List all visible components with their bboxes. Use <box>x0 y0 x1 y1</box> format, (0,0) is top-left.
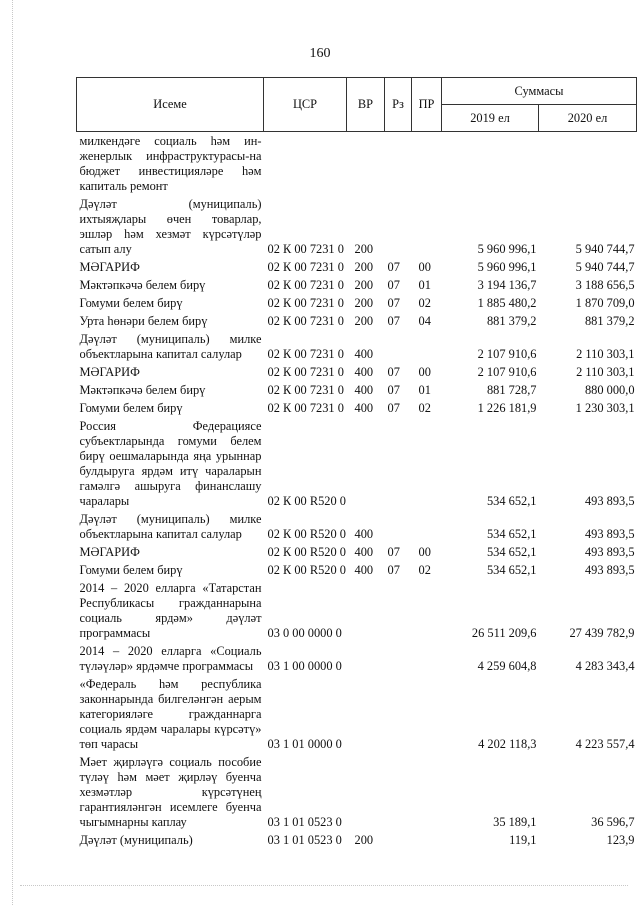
cell-rz <box>385 195 412 258</box>
cell-vr <box>347 417 385 510</box>
cell-y2020: 2 110 303,1 <box>576 347 635 361</box>
cell-y2019: 1 885 480,2 <box>477 296 537 310</box>
cell-vr <box>347 642 385 675</box>
cell-csr <box>264 132 347 196</box>
table-row <box>77 312 637 330</box>
cell-csr: 03 1 00 0000 0 <box>267 659 342 673</box>
cell-y2019: 35 189,1 <box>493 815 537 829</box>
cell-rz: 07 <box>387 296 400 310</box>
cell-pr <box>412 132 442 196</box>
cell-y2019: 534 652,1 <box>486 563 537 577</box>
cell-y2019: 534 652,1 <box>486 494 537 508</box>
cell-pr <box>412 330 442 363</box>
cell-rz: 07 <box>387 401 400 415</box>
cell-vr: 400 <box>354 347 374 361</box>
header-sums: Суммасы <box>442 78 637 105</box>
cell-pr: 00 <box>418 365 431 379</box>
cell-pr <box>412 510 442 543</box>
cell-name: Гомуми белем бирү <box>79 401 183 415</box>
cell-y2020: 493 893,5 <box>584 494 635 508</box>
cell-rz: 07 <box>387 563 400 577</box>
cell-y2019: 2 107 910,6 <box>477 347 537 361</box>
cell-y2020: 36 596,7 <box>591 815 635 829</box>
header-pr: ПР <box>412 78 442 132</box>
cell-name: Дәүләт (муниципаль) милке объектларына капитал салулар <box>79 332 262 361</box>
cell-y2019: 3 194 136,7 <box>477 278 537 292</box>
cell-rz <box>385 675 412 753</box>
cell-rz: 07 <box>387 365 400 379</box>
cell-y2020: 123,9 <box>606 833 635 847</box>
cell-rz: 07 <box>387 545 400 559</box>
cell-rz <box>385 642 412 675</box>
table-row <box>77 381 637 399</box>
header-vr: ВР <box>347 78 385 132</box>
cell-y2020: 880 000,0 <box>584 383 635 397</box>
table-row <box>77 579 637 642</box>
cell-vr: 400 <box>354 401 374 415</box>
cell-y2019: 119,1 <box>509 833 537 847</box>
cell-rz: 07 <box>387 314 400 328</box>
cell-csr: 02 К 00 7231 0 <box>267 347 344 361</box>
header-csr: ЦСР <box>264 78 347 132</box>
cell-csr: 03 1 01 0523 0 <box>267 815 342 829</box>
cell-vr: 400 <box>354 365 374 379</box>
cell-pr <box>412 642 442 675</box>
table-row <box>77 330 637 363</box>
cell-name: Гомуми белем бирү <box>79 563 183 577</box>
cell-csr: 02 К 00 7231 0 <box>267 314 344 328</box>
table-row <box>77 276 637 294</box>
cell-y2020: 881 379,2 <box>584 314 635 328</box>
cell-rz: 07 <box>387 278 400 292</box>
cell-rz <box>385 510 412 543</box>
table-row <box>77 417 637 510</box>
cell-pr <box>412 579 442 642</box>
cell-name: МӘГАРИФ <box>79 545 140 559</box>
cell-y2019: 534 652,1 <box>486 545 537 559</box>
cell-y2020: 493 893,5 <box>584 545 635 559</box>
cell-y2020: 4 223 557,4 <box>575 737 635 751</box>
cell-rz <box>385 132 412 196</box>
table-row <box>77 642 637 675</box>
table-row <box>77 831 637 849</box>
cell-name: Мәктәпкәчә белем бирү <box>79 278 206 292</box>
cell-vr <box>347 132 385 196</box>
cell-y2020: 5 940 744,7 <box>575 260 635 274</box>
cell-pr <box>412 195 442 258</box>
cell-name: Дәүләт (муниципаль) <box>79 833 193 847</box>
cell-pr: 02 <box>418 401 431 415</box>
left-margin-dots <box>12 0 13 905</box>
cell-pr <box>412 675 442 753</box>
cell-y2020: 4 283 343,4 <box>575 659 635 673</box>
cell-name: 2014 – 2020 елларга «Татарстан Республикасы гражданнарына социаль ярдәм» дәүләт программасы <box>79 581 262 640</box>
cell-csr: 03 0 00 0000 0 <box>267 626 342 640</box>
cell-csr: 02 К 00 7231 0 <box>267 260 344 274</box>
cell-y2020: 2 110 303,1 <box>576 365 635 379</box>
cell-y2020: 1 870 709,0 <box>575 296 635 310</box>
cell-vr: 200 <box>354 260 374 274</box>
cell-rz: 07 <box>387 383 400 397</box>
cell-name: МӘГАРИФ <box>79 365 140 379</box>
table-row <box>77 510 637 543</box>
table-row <box>77 561 637 579</box>
cell-vr: 200 <box>354 296 374 310</box>
cell-name: Мәктәпкәчә белем бирү <box>79 383 206 397</box>
cell-y2019: 2 107 910,6 <box>477 365 537 379</box>
budget-table <box>76 77 637 849</box>
cell-vr <box>347 675 385 753</box>
table-header <box>77 78 637 132</box>
cell-pr: 02 <box>418 563 431 577</box>
cell-csr: 02 К 00 R520 0 <box>267 563 346 577</box>
bottom-margin-dots <box>20 885 628 886</box>
cell-csr: 02 К 00 7231 0 <box>267 365 344 379</box>
cell-name: Россия Федерациясе субъектларында гомуми белем бирү оешмаларында яңа урыннар булдыруга ярдәм итү чараларын гамәлгә ашыруга финанслашу чаралары <box>79 419 262 508</box>
cell-vr: 400 <box>354 527 374 541</box>
header-name: Исеме <box>77 78 264 132</box>
cell-vr: 200 <box>354 314 374 328</box>
header-year-2019: 2019 ел <box>442 105 539 132</box>
cell-pr: 00 <box>418 260 431 274</box>
cell-csr: 02 К 00 R520 0 <box>267 494 346 508</box>
cell-rz <box>385 330 412 363</box>
cell-vr <box>347 579 385 642</box>
table-row <box>77 294 637 312</box>
table-row <box>77 753 637 831</box>
cell-vr <box>347 753 385 831</box>
header-rz: Рз <box>385 78 412 132</box>
cell-csr: 02 К 00 7231 0 <box>267 296 344 310</box>
table-row <box>77 132 637 196</box>
table-row <box>77 675 637 753</box>
cell-rz: 07 <box>387 260 400 274</box>
cell-vr: 400 <box>354 383 374 397</box>
cell-name: 2014 – 2020 елларга «Социаль түләүләр» ярдәмче программасы <box>79 644 262 673</box>
cell-name: Гомуми белем бирү <box>79 296 183 310</box>
cell-csr: 02 К 00 R520 0 <box>267 527 346 541</box>
cell-y2020: 5 940 744,7 <box>575 242 635 256</box>
cell-vr: 200 <box>354 242 374 256</box>
cell-pr: 04 <box>418 314 431 328</box>
cell-name: милкендәге социаль һәм ин-женерлык инфраструктурасы-на бюджет инвестицияләре һәм капиталь ремонт <box>79 134 262 193</box>
cell-y2020: 1 230 303,1 <box>575 401 635 415</box>
cell-y2020: 27 439 782,9 <box>569 626 635 640</box>
cell-name: Дәүләт (муниципаль) милке объектларына капитал салулар <box>79 512 262 541</box>
header-year-2020: 2020 ел <box>539 105 637 132</box>
table-row <box>77 543 637 561</box>
cell-y2019: 4 202 118,3 <box>478 737 537 751</box>
cell-pr: 01 <box>418 383 431 397</box>
page-number: 160 <box>309 46 331 61</box>
cell-name: Урта һөнәри белем бирү <box>79 314 208 328</box>
cell-y2020: 493 893,5 <box>584 527 635 541</box>
cell-pr <box>412 831 442 849</box>
cell-y2020 <box>539 132 637 196</box>
cell-name: Дәүләт (муниципаль) ихтыяҗлары өчен товарлар, эшләр һәм хезмәт күрсәтүләр сатып алу <box>79 197 262 256</box>
cell-name: «Федераль һәм республика законнарында билгеләнгән аерым категорияләге гражданнарга социаль ярдәм чаралары күрсәтү» төп чарасы <box>79 677 262 751</box>
cell-csr: 03 1 01 0000 0 <box>267 737 342 751</box>
cell-y2020: 3 188 656,5 <box>575 278 635 292</box>
table-row <box>77 399 637 417</box>
cell-name: МӘГАРИФ <box>79 260 140 274</box>
cell-y2019: 5 960 996,1 <box>477 242 537 256</box>
table-body <box>77 132 637 850</box>
cell-y2019: 26 511 209,6 <box>471 626 537 640</box>
cell-csr: 03 1 01 0523 0 <box>267 833 342 847</box>
cell-pr: 00 <box>418 545 431 559</box>
table-row <box>77 363 637 381</box>
cell-csr: 02 К 00 7231 0 <box>267 278 344 292</box>
cell-y2019 <box>442 132 539 196</box>
table-row <box>77 258 637 276</box>
cell-rz <box>385 831 412 849</box>
cell-vr: 400 <box>354 563 374 577</box>
cell-rz <box>385 417 412 510</box>
cell-rz <box>385 753 412 831</box>
cell-y2019: 881 379,2 <box>486 314 537 328</box>
cell-y2020: 493 893,5 <box>584 563 635 577</box>
cell-vr: 200 <box>354 278 374 292</box>
cell-pr: 01 <box>418 278 431 292</box>
cell-csr: 02 К 00 7231 0 <box>267 401 344 415</box>
cell-y2019: 1 226 181,9 <box>477 401 537 415</box>
cell-name: Мәет җирләүгә социаль пособие түләү һәм мәет җирләү буенча хезмәтләр күрсәтүнең гарантияләнгән исемлеге буенча чыгымнарны каплау <box>79 755 262 829</box>
cell-vr: 400 <box>354 545 374 559</box>
cell-y2019: 4 259 604,8 <box>477 659 537 673</box>
table-row <box>77 195 637 258</box>
cell-rz <box>385 579 412 642</box>
cell-pr <box>412 417 442 510</box>
cell-pr: 02 <box>418 296 431 310</box>
cell-csr: 02 К 00 7231 0 <box>267 242 344 256</box>
cell-y2019: 5 960 996,1 <box>477 260 537 274</box>
cell-vr: 200 <box>354 833 374 847</box>
cell-csr: 02 К 00 R520 0 <box>267 545 346 559</box>
cell-csr: 02 К 00 7231 0 <box>267 383 344 397</box>
cell-pr <box>412 753 442 831</box>
cell-y2019: 534 652,1 <box>486 527 537 541</box>
cell-y2019: 881 728,7 <box>486 383 537 397</box>
